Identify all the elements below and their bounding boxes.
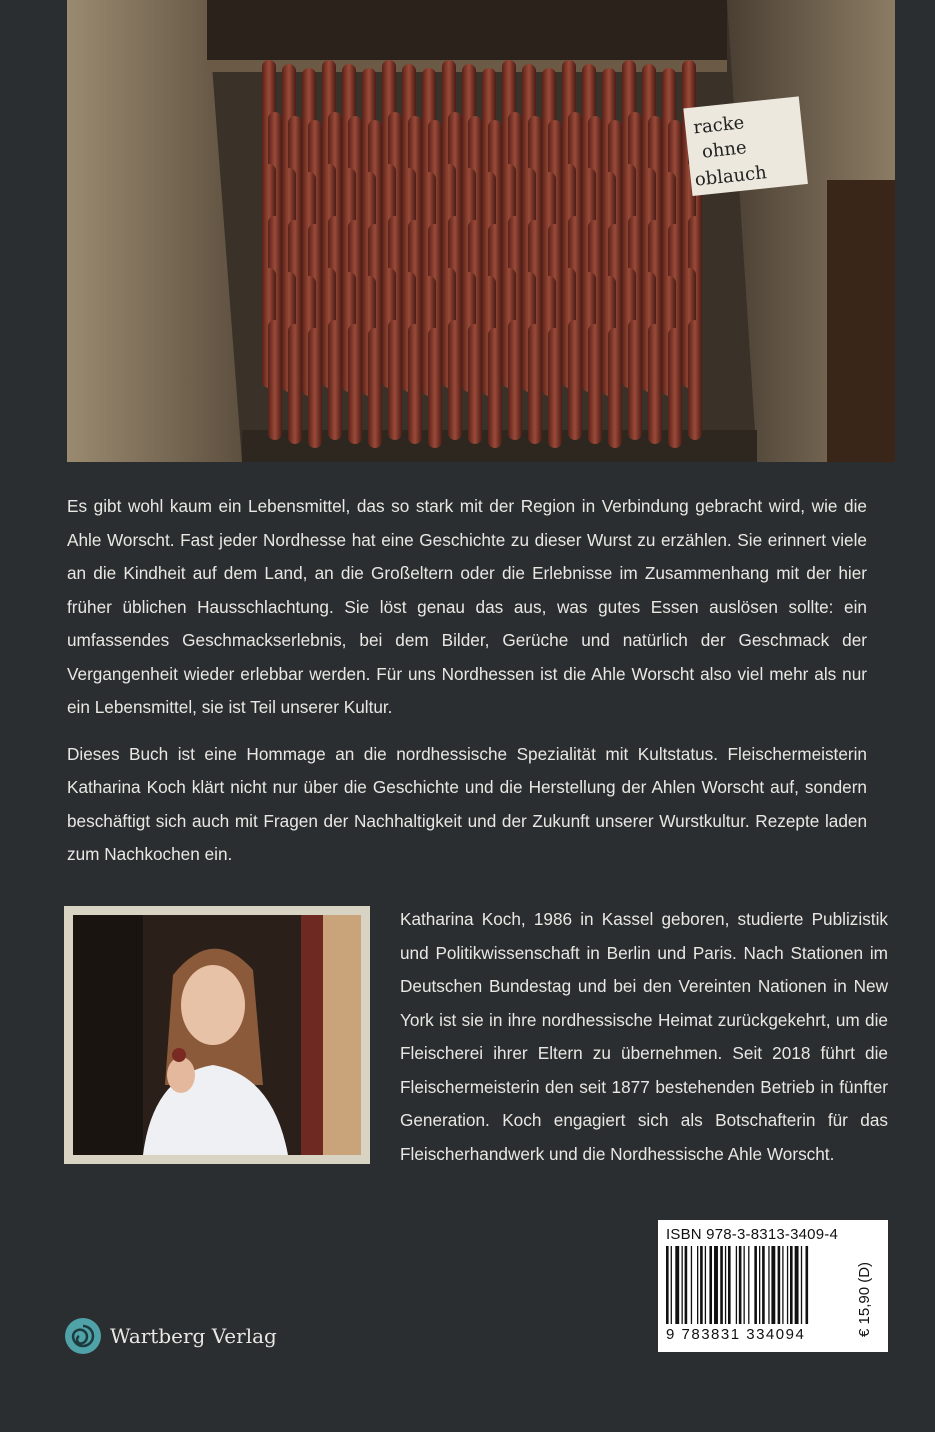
sausage <box>608 328 622 448</box>
barcode-bar <box>671 1246 672 1324</box>
sign <box>683 96 808 196</box>
blurb-text <box>67 490 867 885</box>
sausage <box>408 324 422 444</box>
sign-line-2: ohne <box>700 137 748 163</box>
sausage <box>528 324 542 444</box>
sausage <box>368 328 382 448</box>
sausage <box>348 324 362 444</box>
author-bio: Katharina Koch, 1986 in Kassel geboren, studierte Publizistik und Politikwissenschaft in Berlin und Paris. Nach Stationen im Deutschen Bundestag und bei den Vereinten Nationen in New York ist sie in ihre nordhessische Heimat zurückgekehrt, um die Fleischerei ihrer Eltern zu übernehmen. Seit 2018 führt die Fleischermeisterin den seit 1877 bestehenden Betrieb in fünfter Generation. Koch engagiert sich als Botschafterin für das Fleischerhandwerk und die Nordhessische Ahle Worscht. <box>400 909 888 1164</box>
barcode-bar <box>725 1246 726 1324</box>
sausage <box>568 320 582 440</box>
barcode-bar <box>795 1246 799 1324</box>
barcode-bar <box>691 1246 692 1324</box>
barcode-bar <box>705 1246 706 1324</box>
barcode-bars <box>666 1246 808 1324</box>
barcode-bar <box>685 1246 688 1324</box>
sausage <box>548 328 562 448</box>
blurb-paragraph-2: Dieses Buch ist eine Hommage an die nordhessische Spezialität mit Kultstatus. Fleischermeisterin Katharina Koch klärt nicht nur über die Geschichte und die Herstellung der Ahlen Worscht auf, sondern beschäftigt sich auch mit Fragen der Nachhaltigkeit und der Zukunft unserer Wurstkultur. Rezepte laden zum Nachkochen ein. <box>67 743 867 864</box>
sign-line-1: racke <box>692 112 746 139</box>
sausage-cellar-photo <box>67 0 895 462</box>
sausage <box>268 320 282 440</box>
barcode-bar <box>754 1246 757 1324</box>
barcode-bar <box>768 1246 769 1324</box>
publisher-logo[interactable] <box>64 1314 277 1358</box>
barcode-bar <box>778 1246 781 1324</box>
barcode-bar <box>739 1246 742 1324</box>
barcode-bar <box>787 1246 788 1324</box>
sausage <box>288 324 302 444</box>
sign-line-3: oblauch <box>693 162 768 191</box>
author-portrait <box>73 915 361 1155</box>
barcode-bar <box>759 1246 760 1324</box>
sausage <box>648 324 662 444</box>
barcode-bar <box>736 1246 737 1324</box>
door-frame <box>827 180 895 462</box>
sausage <box>388 320 402 440</box>
barcode-bar <box>762 1246 765 1324</box>
sausage <box>448 320 462 440</box>
barcode-bar <box>790 1246 793 1324</box>
barcode-bar <box>806 1246 809 1324</box>
barcode-bar <box>682 1246 683 1324</box>
barcode-bar <box>714 1246 718 1324</box>
barcode <box>664 1246 854 1324</box>
barcode-bar <box>666 1246 669 1324</box>
sausage <box>668 328 682 448</box>
sausage <box>328 320 342 440</box>
barcode-bar <box>771 1246 775 1324</box>
barcode-label <box>658 1220 888 1352</box>
spiral-logo-icon <box>64 1317 102 1355</box>
author-photo <box>64 906 370 1164</box>
sausage <box>308 328 322 448</box>
sausage <box>468 324 482 444</box>
sausage <box>488 328 502 448</box>
barcode-bar <box>720 1246 723 1324</box>
barcode-bar <box>801 1246 802 1324</box>
hanging-sausages <box>262 60 702 448</box>
blurb-paragraph-1: Es gibt wohl kaum ein Lebensmittel, das so stark mit der Region in Verbindung gebracht wird, wie die Ahle Worscht. Fast jeder Nordhesse hat eine Geschichte zu dieser Wurst zu erzählen. Sie erinnert viele an die Kindheit auf dem Land, an die Großeltern oder die Erlebnisse im Zusammenhang mit der hier früher üblichen Hausschlachtung. Sie löst genau das aus, was gutes Essen auslösen sollte: ein umfassendes Geschmackserlebnis, bei dem Bilder, Gerüche und natürlich der Geschmack der Vergangenheit wieder erlebbar werden. Für uns Nordhessen ist die Ahle Worscht also viel mehr als nur ein Lebensmittel, sie ist Teil unserer Kultur. <box>67 496 867 717</box>
barcode-bar <box>675 1246 679 1324</box>
sausage <box>688 320 702 440</box>
sausage <box>588 324 602 444</box>
isbn-text: ISBN 978-3-8313-3409-4 <box>666 1226 839 1243</box>
sausage <box>628 320 642 440</box>
cellar-illustration <box>67 0 895 462</box>
sausage <box>428 328 442 448</box>
barcode-digits: 9 783831 334094 <box>666 1326 806 1343</box>
barcode-bar <box>744 1246 745 1324</box>
author-face <box>181 965 245 1045</box>
barcode-bar <box>700 1246 703 1324</box>
ceiling <box>207 0 727 60</box>
publisher-name: Wartberg Verlag <box>110 1324 277 1348</box>
barcode-bar <box>782 1246 783 1324</box>
sausage <box>508 320 522 440</box>
barcode-bar <box>748 1246 749 1324</box>
barcode-bar <box>709 1246 712 1324</box>
barcode-bar <box>728 1246 731 1324</box>
barcode-bar <box>697 1246 698 1324</box>
price-label: € 15,90 (D) <box>856 1261 873 1337</box>
